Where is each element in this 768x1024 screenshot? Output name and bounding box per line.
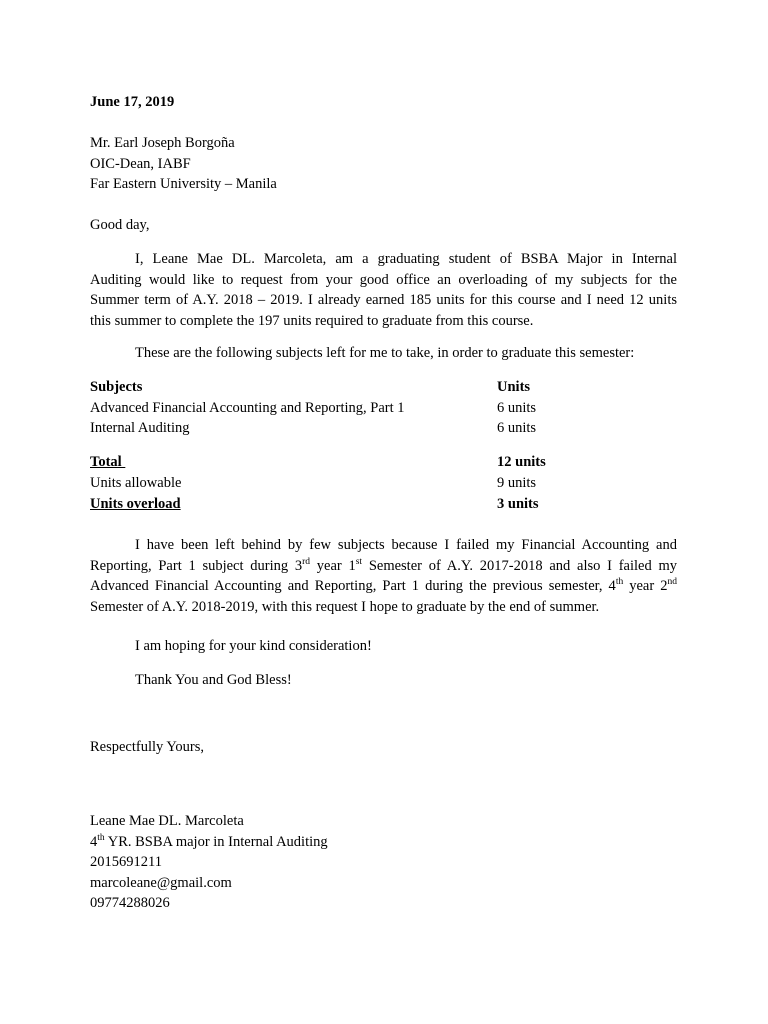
signature-program [90, 833, 328, 851]
paragraph-request-line: this summer to complete the 197 units required to graduate from this course. [90, 313, 534, 330]
signature-name: Leane Mae DL. Marcoleta [90, 813, 244, 829]
text-run: Semester of A.Y. 2017-2018 and also I failed my [362, 557, 677, 574]
paragraph-request-line: Auditing would like to request from your good office an overloading of my subjects for the [90, 271, 677, 288]
total-label: Total [90, 454, 126, 470]
text-run: year 1 [310, 557, 356, 574]
paragraph-subjects-intro: These are the following subjects left for me to take, in order to graduate this semester: [135, 345, 635, 361]
paragraph-thanks: Thank You and God Bless! [135, 672, 292, 688]
table-row-subject: Advanced Financial Accounting and Reporting, Part 1 [90, 400, 405, 416]
table-row-units: 6 units [497, 400, 537, 416]
overload-value: 3 units [497, 496, 539, 512]
table-row-subject: Internal Auditing [90, 420, 190, 436]
closing: Respectfully Yours, [90, 739, 204, 755]
recipient-institution: Far Eastern University – Manila [90, 176, 277, 192]
text-run: YR. BSBA major in Internal Auditing [104, 834, 328, 850]
paragraph-explanation-line [90, 556, 677, 577]
table-header-subjects: Subjects [90, 379, 143, 395]
paragraph-explanation-line [90, 576, 677, 597]
allowable-value: 9 units [497, 475, 537, 491]
paragraph-explanation-line: Semester of A.Y. 2018-2019, with this request I hope to graduate by the end of summer. [90, 599, 600, 616]
overload-label: Units overload [90, 496, 181, 512]
text-run: Advanced Financial Accounting and Reporting, Part 1 during the previous semester, 4 [90, 578, 616, 595]
recipient-position: OIC-Dean, IABF [90, 156, 191, 172]
superscript: st [355, 556, 363, 567]
superscript: th [615, 577, 624, 588]
text-run: year 2 [623, 578, 668, 595]
total-value: 12 units [497, 454, 546, 470]
paragraph-request-line: Summer term of A.Y. 2018 – 2019. I already earned 185 units for this course and I need 12 units [90, 292, 677, 309]
superscript: rd [302, 556, 311, 567]
superscript: th [97, 833, 105, 844]
paragraph-explanation-line: I have been left behind by few subjects because I failed my Financial Accounting and [135, 537, 677, 553]
paragraph-request [90, 249, 677, 332]
table-row-units: 6 units [497, 420, 537, 436]
superscript: nd [667, 577, 677, 588]
paragraph-explanation [90, 535, 677, 618]
text-run: Reporting, Part 1 subject during 3 [90, 557, 303, 574]
allowable-label: Units allowable [90, 475, 182, 491]
table-header-units: Units [497, 379, 531, 395]
signature-student-id: 2015691211 [90, 854, 162, 870]
letter-date: June 17, 2019 [90, 94, 175, 110]
paragraph-request-line: I, Leane Mae DL. Marcoleta, am a graduating student of BSBA Major in Internal [135, 251, 677, 267]
signature-phone: 09774288026 [90, 895, 170, 911]
paragraph-consideration: I am hoping for your kind consideration! [135, 638, 372, 654]
recipient-name: Mr. Earl Joseph Borgoña [90, 135, 235, 151]
signature-email: marcoleane@gmail.com [90, 875, 232, 891]
salutation: Good day, [90, 217, 150, 233]
text-run: 4 [90, 834, 98, 850]
